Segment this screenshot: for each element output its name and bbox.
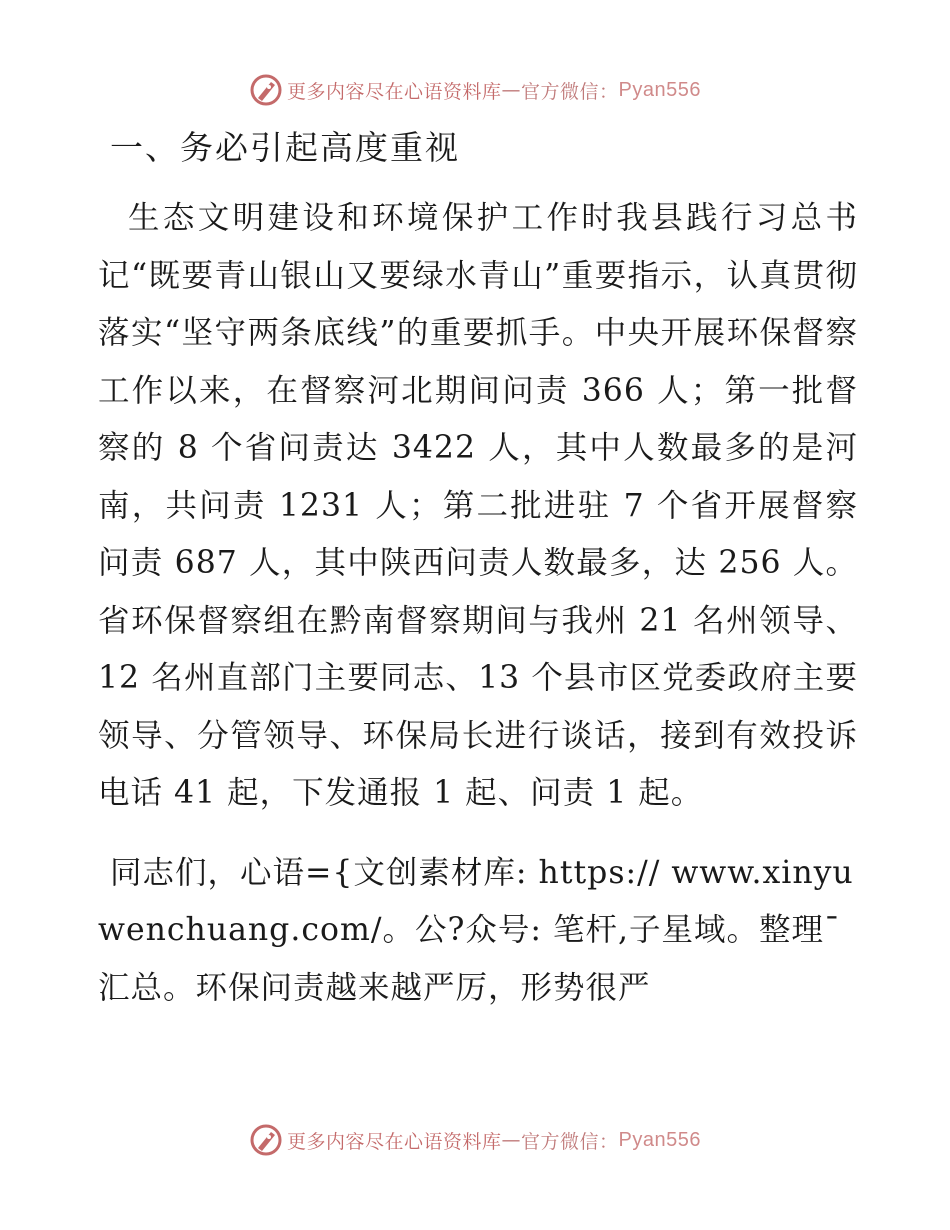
fountain-pen-circle-icon [249,1123,283,1157]
watermark-wechat-id: Pyan556 [618,78,701,101]
watermark-wechat-label: 官方微信： [521,1130,619,1153]
watermark-banner-top [0,70,950,110]
watermark-brand: 更多内容尽在心语资料库 [287,1130,502,1153]
document-body [98,120,858,1018]
watermark-dash: — [501,79,522,101]
fountain-pen-circle-icon [249,73,283,107]
watermark-wechat-id: Pyan556 [618,1128,701,1151]
watermark-brand: 更多内容尽在心语资料库 [287,80,502,103]
body-paragraph-1: 生态文明建设和环境保护工作时我县践行习总书记“既要青山银山又要绿水青山”重要指示，认真贯彻落实“坚守两条底线”的重要抓手。中央开展环保督察工作以来，在督察河北期间问责 366 人；第一批督察的 8 个省问责达 3422 人，其中人数最多的是河南，共问责 1231 人；第二批进驻 7 个省开展督察问责 687 人，其中陕西问责人数最多，达 256 人。省环保督察组在黔南督察期间与我州 21 名州领导、12 名州直部门主要同志、13 个县市区党委政府主要领导、分管领导、环保局长进行谈话，接到有效投诉电话 41 起，下发通报 1 起、问责 1 起。 [98,200,858,811]
watermark-banner-bottom [0,1120,950,1160]
watermark-dash: — [501,1129,522,1151]
watermark-wechat-label: 官方微信： [521,80,619,103]
body-paragraph-2: 同志们，心语={文创素材库: https:// www.xinyuwenchuang.com/。公?众号: 笔杆,子星域。整理¯汇总。环保问责越来越严厉，形势很严 [98,854,854,1006]
section-heading: 一、务必引起高度重视 [110,128,460,167]
